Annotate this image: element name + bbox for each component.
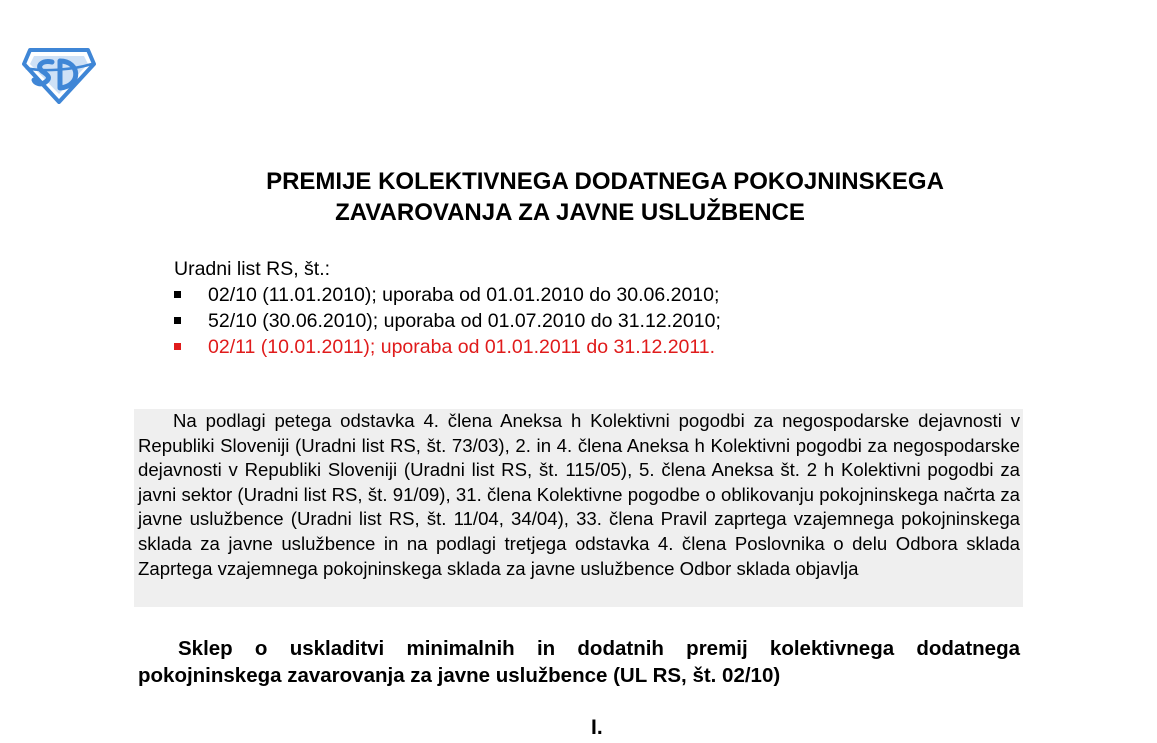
- gazette-references: [174, 256, 934, 360]
- preamble-box: [134, 409, 1023, 607]
- reference-text: 02/10 (11.01.2010); uporaba od 01.01.2010 do 30.06.2010;: [208, 284, 720, 306]
- reference-text: 52/10 (30.06.2010); uporaba od 01.07.2010 do 31.12.2010;: [208, 310, 721, 332]
- sd-shield-logo-icon: [22, 46, 96, 104]
- reference-text: 02/11 (10.01.2011); uporaba od 01.01.2011 do 31.12.2011.: [208, 336, 716, 358]
- references-label: Uradni list RS, št.:: [174, 258, 331, 280]
- reference-item: [174, 308, 934, 334]
- decision-heading: Sklep o uskladitvi minimalnih in dodatnih premij kolektivnega dodatnega pokojninskega zavarovanja za javne uslužbence (UL RS, št. 02/10): [138, 637, 1020, 687]
- reference-item-current: [174, 334, 934, 360]
- title-line-1: PREMIJE KOLEKTIVNEGA DODATNEGA POKOJNINSKEGA: [266, 168, 944, 195]
- square-bullet-icon: [174, 343, 181, 350]
- section-number: I.: [591, 716, 603, 739]
- references-list: [174, 282, 934, 360]
- document-title: [160, 166, 1030, 228]
- square-bullet-icon: [174, 291, 181, 298]
- title-line-2: ZAVAROVANJA ZA JAVNE USLUŽBENCE: [335, 199, 805, 226]
- reference-item: [174, 282, 934, 308]
- square-bullet-icon: [174, 317, 181, 324]
- preamble-text: Na podlagi petega odstavka 4. člena Aneksa h Kolektivni pogodbi za negospodarske dejavnosti v Republiki Sloveniji (Uradni list RS, št. 73/03), 2. in 4. člena Aneksa h Kolektivni pogodbi za negospodarske dejavnosti v Republiki Sloveniji (Uradni list RS, št. 115/05), 5. člena Aneksa št. 2 h Kolektivni pogodbi za javni sektor (Uradni list RS, št. 91/09), 31. člena Kolektivne pogodbe o oblikovanju pokojninskega načrta za javne uslužbence (Uradni list RS, št. 11/04, 34/04), 33. člena Pravil zaprtega vzajemnega pokojninskega sklada za javne uslužbence in na podlagi tretjega odstavka 4. člena Poslovnika o delu Odbora sklada Zaprtega vzajemnega pokojninskega sklada za javne uslužbence Odbor sklada objavlja: [138, 410, 1020, 579]
